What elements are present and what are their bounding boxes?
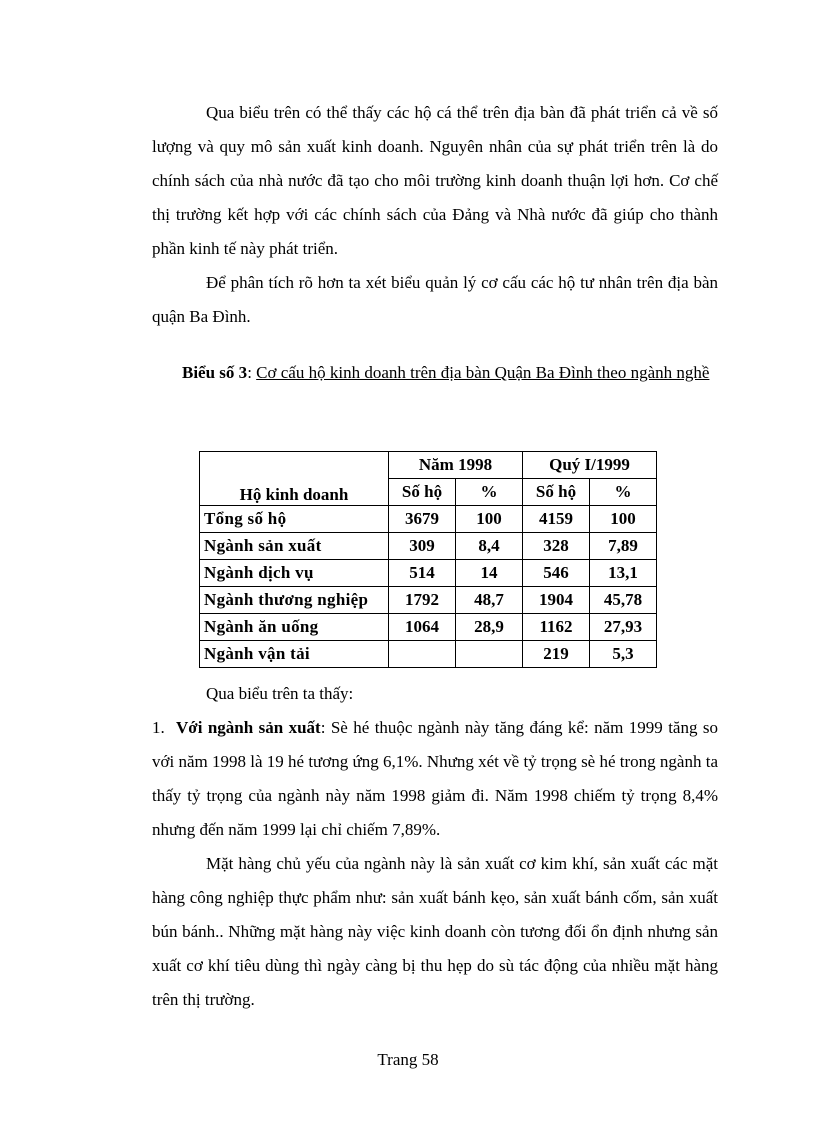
intro-paragraph: Qua biểu trên có thể thấy các hộ cá thể trên địa bàn đã phát triển cả về số lượng và quy mô sản xuất kinh doanh. Nguyên nhân của sự phát triển trên là do chính sách của nhà nước đã tạo cho môi trường kinh doanh thuận lợi hơn. Cơ chế thị trường kết hợp với các chính sách của Đảng và Nhà nước đã giúp cho thành phần kinh tế này phát triển. [152, 103, 718, 258]
cell-pct-1998: 100 [456, 506, 523, 533]
cell-count-1998: 1064 [389, 614, 456, 641]
row-label: Ngành thương nghiệp [200, 587, 389, 614]
analysis-paragraph: Để phân tích rõ hơn ta xét biểu quản lý cơ cấu các hộ tư nhân trên địa bàn quận Ba Đình. [152, 273, 718, 326]
cell-count-1999: 4159 [523, 506, 590, 533]
cell-count-1998: 3679 [389, 506, 456, 533]
cell-pct-1999: 45,78 [590, 587, 657, 614]
cell-count-1999: 1162 [523, 614, 590, 641]
table-caption-label: Biểu số 3 [182, 363, 248, 382]
row-label: Ngành sản xuất [200, 533, 389, 560]
header-quarter-1999: Quý I/1999 [523, 452, 657, 479]
table-caption-title: Cơ cấu hộ kinh doanh trên địa bàn Quận Ba Đình theo ngành nghề [256, 363, 710, 382]
cell-count-1998: 309 [389, 533, 456, 560]
cell-pct-1999: 100 [590, 506, 657, 533]
row-label: Ngành dịch vụ [200, 560, 389, 587]
table-row [200, 533, 657, 560]
row-label: Ngành vận tải [200, 641, 389, 668]
header-year-1998: Năm 1998 [389, 452, 523, 479]
cell-count-1998: 1792 [389, 587, 456, 614]
cell-pct-1999: 7,89 [590, 533, 657, 560]
subheader-count-1999: Số hộ [523, 479, 590, 506]
cell-pct-1998: 28,9 [456, 614, 523, 641]
cell-count-1999: 219 [523, 641, 590, 668]
header-business-households: Hộ kinh doanh [200, 452, 389, 506]
table-row [200, 587, 657, 614]
cell-pct-1999: 13,1 [590, 560, 657, 587]
table-caption: Biểu số 3: Cơ cấu hộ kinh doanh trên địa bàn Quận Ba Đình theo ngành nghề [182, 363, 710, 382]
subheader-pct-1999: % [590, 479, 657, 506]
cell-pct-1998: 48,7 [456, 587, 523, 614]
list-item-number: 1. [152, 718, 165, 737]
list-item-production-sector [152, 711, 718, 847]
table-row [200, 560, 657, 587]
table-row [200, 641, 657, 668]
cell-count-1999: 1904 [523, 587, 590, 614]
cell-pct-1998: 8,4 [456, 533, 523, 560]
cell-pct-1999: 27,93 [590, 614, 657, 641]
table-row [200, 614, 657, 641]
household-structure-table [199, 451, 657, 668]
list-item-heading: Với ngành sản xuất [176, 718, 321, 737]
table-header-row [200, 452, 657, 479]
cell-count-1999: 546 [523, 560, 590, 587]
cell-pct-1998: 14 [456, 560, 523, 587]
row-label: Ngành ăn uống [200, 614, 389, 641]
cell-pct-1999: 5,3 [590, 641, 657, 668]
cell-count-1998: 514 [389, 560, 456, 587]
subheader-count-1998: Số hộ [389, 479, 456, 506]
list-item-text: : Sè hé thuộc ngành này tăng đáng kể: năm 1999 tăng so với năm 1998 là 19 hé tương ứng 6,1%. Nhưng xét về tỷ trọng sè hé trong ngành ta thấy tỷ trọng của ngành này năm 1998 giảm đi. Năm 1998 chiếm tỷ trọng 8,4% nhưng đến năm 1999 lại chỉ chiếm 7,89%. [152, 718, 718, 839]
page-footer: Trang 58 [377, 1050, 439, 1069]
cell-count-1999: 328 [523, 533, 590, 560]
table-row [200, 506, 657, 533]
cell-pct-1998 [456, 641, 523, 668]
product-lines-paragraph: Mặt hàng chủ yếu của ngành này là sản xuất cơ kim khí, sản xuất các mặt hàng công nghiệp thực phẩm như: sản xuất bánh kẹo, sản xuất bánh cốm, sản xuất bún bánh.. Những mặt hàng này việc kinh doanh còn tương đối ổn định nhưng sản xuất cơ khí tiêu dùng thì ngày càng bị thu hẹp do sù tác động của nhiều mặt hàng trên thị trường. [152, 854, 718, 1009]
cell-count-1998 [389, 641, 456, 668]
row-label: Tổng số hộ [200, 506, 389, 533]
table-summary-intro: Qua biểu trên ta thấy: [206, 684, 354, 703]
subheader-pct-1998: % [456, 479, 523, 506]
